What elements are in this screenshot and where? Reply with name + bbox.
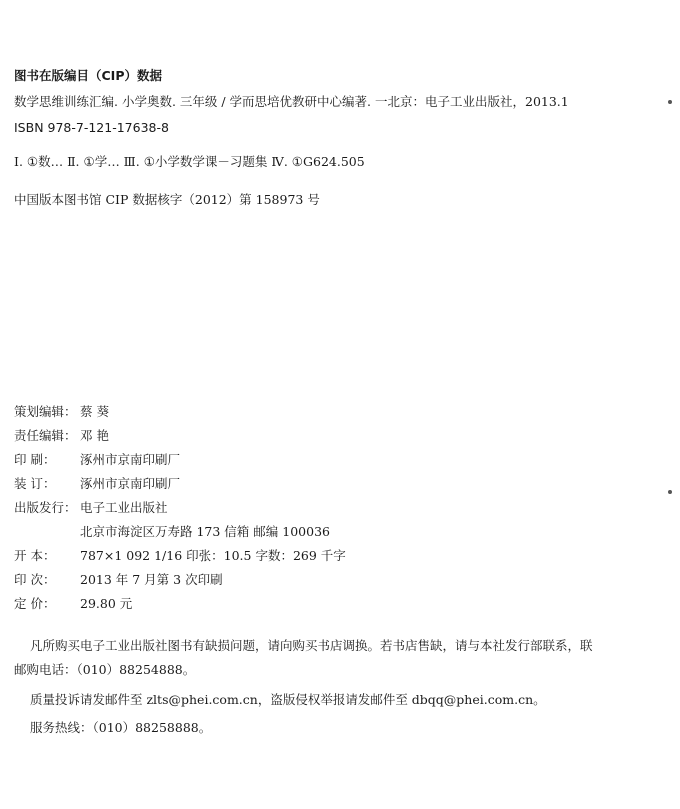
spec-value: 787×1 092 1/16 印张：10.5 字数：269 千字 (80, 548, 346, 563)
credit-value: 邓 艳 (80, 428, 109, 443)
spec-label: 开 本： (14, 548, 56, 563)
credit-value: 蔡 葵 (80, 404, 109, 419)
scan-mark (668, 100, 672, 104)
notice-line-4: 服务热线：（010）88258888。 (30, 720, 212, 735)
credit-printing (14, 454, 180, 467)
credit-label: 出版发行： (14, 500, 77, 515)
notice-line-3: 质量投诉请发邮件至 zlts@phei.com.cn，盗版侵权举报请发邮件至 dbqq@phei.com.cn。 (30, 692, 546, 707)
credit-label: 装 订： (14, 476, 56, 491)
spec-label: 定 价： (14, 596, 56, 611)
spec-value: 2013 年 7 月第 3 次印刷 (80, 572, 223, 587)
credit-label: 责任编辑： (14, 428, 77, 443)
credit-publisher (14, 502, 168, 515)
credit-value: 涿州市京南印刷厂 (80, 476, 181, 491)
credit-label: 策划编辑： (14, 404, 77, 419)
credit-planning-editor (14, 406, 109, 419)
spec-price (14, 598, 132, 611)
classification: Ⅰ. ①数… Ⅱ. ①学… Ⅲ. ①小学数学课－习题集 Ⅳ. ①G624.505 (14, 154, 365, 169)
spec-label: 印 次： (14, 572, 56, 587)
cip-heading: 图书在版编目（CIP）数据 (14, 68, 162, 83)
library-record: 中国版本图书馆 CIP 数据核字（2012）第 158973 号 (14, 192, 320, 207)
credit-binding (14, 478, 180, 491)
isbn: ISBN 978-7-121-17638-8 (14, 120, 169, 135)
cip-record: 数学思维训练汇编. 小学奥数. 三年级 / 学而思培优教研中心编著. 一北京：电子工业出版社，2013.1 (14, 94, 569, 109)
spec-format (14, 550, 346, 563)
spec-value: 29.80 元 (80, 596, 133, 611)
notice-line-2: 邮购电话：（010）88254888。 (14, 662, 196, 677)
notice-line-1: 凡所购买电子工业出版社图书有缺损问题，请向购买书店调换。若书店售缺，请与本社发行部联系，联 (30, 638, 593, 653)
spec-impression (14, 574, 223, 587)
credit-value: 电子工业出版社 (80, 500, 168, 515)
credit-responsible-editor (14, 430, 109, 443)
credit-value: 涿州市京南印刷厂 (80, 452, 181, 467)
credit-label: 印 刷： (14, 452, 56, 467)
scan-mark (668, 490, 672, 494)
publisher-address: 北京市海淀区万寿路 173 信箱 邮编 100036 (80, 524, 330, 539)
